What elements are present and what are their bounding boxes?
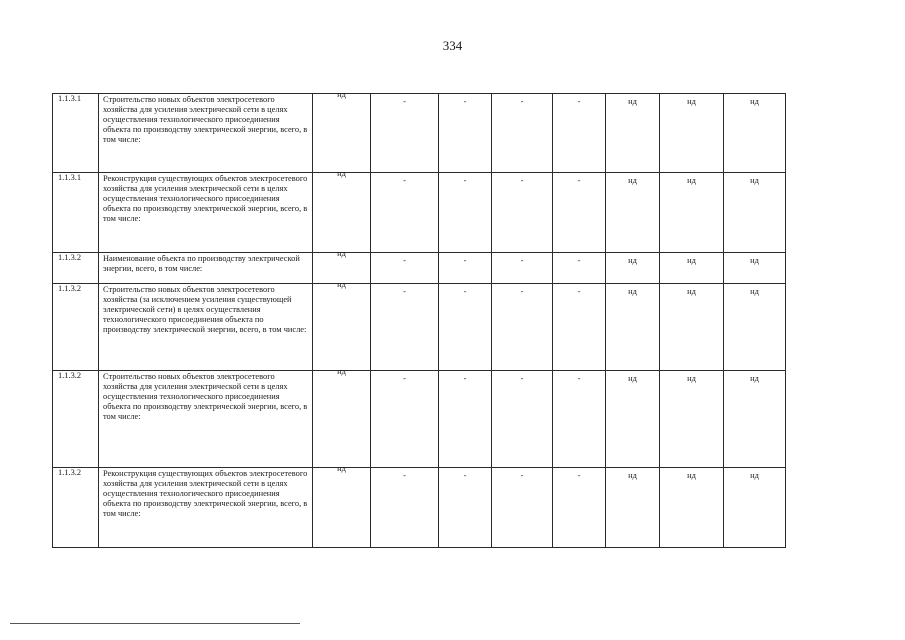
row-value: нд [750,374,759,383]
row-col3-value: нд [337,464,346,473]
row-value-cell [492,94,553,173]
row-number: 1.1.3.2 [53,253,99,284]
row-value: нд [750,287,759,296]
row-value: нд [687,176,696,185]
row-value-cell [553,94,606,173]
row-value-cell [371,173,439,253]
row-value: - [403,176,406,185]
row-value-cell [492,173,553,253]
table-row [53,253,786,284]
row-name: Реконструкция существующих объектов электросетевого хозяйства для усиления электрической сети в целях осуществления технологического присоединения объекта по производству электрической энергии, всего, в том числе: [99,468,313,548]
row-value: - [463,176,467,185]
row-value-cell [553,468,606,548]
footer-rule [10,623,300,624]
row-value-cell [371,371,439,468]
row-value: нд [750,256,759,265]
row-value-cell [553,284,606,371]
row-value: - [463,471,467,480]
row-value-cell [724,253,786,284]
row-value: нд [628,97,637,106]
row-value: - [403,97,406,106]
row-value: нд [628,256,637,265]
row-value-cell [606,94,660,173]
row-value: - [520,287,524,296]
row-col3-value: нд [337,90,346,99]
row-col3-value: нд [337,169,346,178]
row-value-cell [606,468,660,548]
row-value: - [463,97,467,106]
row-name: Строительство новых объектов электросетевого хозяйства для усиления электрической сети в целях осуществления технологического присоединения объекта по производству электрической энергии, всего, в том числе: [99,94,313,173]
row-value: нд [687,287,696,296]
row-value: - [463,287,467,296]
row-value: - [577,471,581,480]
row-value-cell [660,468,724,548]
row-value: нд [628,287,637,296]
row-value-cell [371,94,439,173]
row-value-cell [660,284,724,371]
row-col3-cell [313,464,371,548]
table-row [53,371,786,468]
row-value-cell [439,94,492,173]
row-value: нд [750,471,759,480]
row-value-cell [606,173,660,253]
row-value-cell [724,284,786,371]
row-value-cell [606,371,660,468]
row-value-cell [371,468,439,548]
row-value: - [577,374,581,383]
row-value: - [577,256,581,265]
row-value: нд [628,374,637,383]
row-value-cell [439,371,492,468]
row-value: - [520,256,524,265]
row-value-cell [724,94,786,173]
row-value-cell [553,253,606,284]
row-col3-cell [313,367,371,468]
row-value: нд [628,176,637,185]
row-col3-cell [313,280,371,371]
row-value-cell [606,253,660,284]
row-value: нд [750,97,759,106]
row-value-cell [660,253,724,284]
row-value-cell [492,284,553,371]
row-value: - [577,97,581,106]
table-row [53,173,786,253]
row-value: - [403,471,406,480]
row-value-cell [439,253,492,284]
table-row [53,94,786,173]
row-col3-value: нд [337,280,346,289]
row-value-cell [492,371,553,468]
row-value: - [403,374,406,383]
row-value-cell [606,284,660,371]
row-name: Наименование объекта по производству электрической энергии, всего, в том числе: [99,253,313,284]
row-number: 1.1.3.2 [53,468,99,548]
row-value-cell [724,173,786,253]
row-number: 1.1.3.1 [53,94,99,173]
row-value: - [577,176,581,185]
row-number: 1.1.3.2 [53,371,99,468]
row-value: нд [687,374,696,383]
row-value-cell [660,371,724,468]
row-col3-cell [313,169,371,253]
row-value: нд [687,471,696,480]
row-value-cell [724,371,786,468]
table-row [53,284,786,371]
row-value: - [577,287,581,296]
row-value: - [520,97,524,106]
row-value-cell [492,253,553,284]
row-number: 1.1.3.1 [53,173,99,253]
row-value-cell [371,284,439,371]
row-value: - [520,176,524,185]
row-value-cell [439,173,492,253]
row-value-cell [439,284,492,371]
row-value-cell [371,253,439,284]
row-name: Строительство новых объектов электросетевого хозяйства для усиления электрической сети в целях осуществления технологического присоединения объекта по производству электрической энергии, всего, в том числе: [99,371,313,468]
row-value-cell [660,94,724,173]
row-value: - [520,374,524,383]
row-value: - [463,374,467,383]
table-row [53,468,786,548]
row-col3-value: нд [337,367,346,376]
row-value: нд [687,97,696,106]
row-value-cell [553,173,606,253]
row-value-cell [724,468,786,548]
row-value: - [463,256,467,265]
row-name: Строительство новых объектов электросетевого хозяйства (за исключением усиления существующей электрической сети) в целях осуществления технологического присоединения объекта по производству электрической энергии, всего, в том числе: [99,284,313,371]
row-number: 1.1.3.2 [53,284,99,371]
row-value-cell [492,468,553,548]
row-value-cell [660,173,724,253]
row-value: - [520,471,524,480]
row-value-cell [439,468,492,548]
row-value-cell [553,371,606,468]
row-col3-cell [313,249,371,284]
row-value: - [403,287,406,296]
investment-table [52,90,786,548]
row-value: нд [750,176,759,185]
row-name: Реконструкция существующих объектов электросетевого хозяйства для усиления электрической сети в целях осуществления технологического присоединения объекта по производству электрической энергии, всего, в том числе: [99,173,313,253]
row-col3-value: нд [337,249,346,258]
row-value: нд [687,256,696,265]
page-number: 334 [442,38,463,53]
row-value: нд [628,471,637,480]
row-value: - [403,256,406,265]
row-col3-cell [313,90,371,173]
